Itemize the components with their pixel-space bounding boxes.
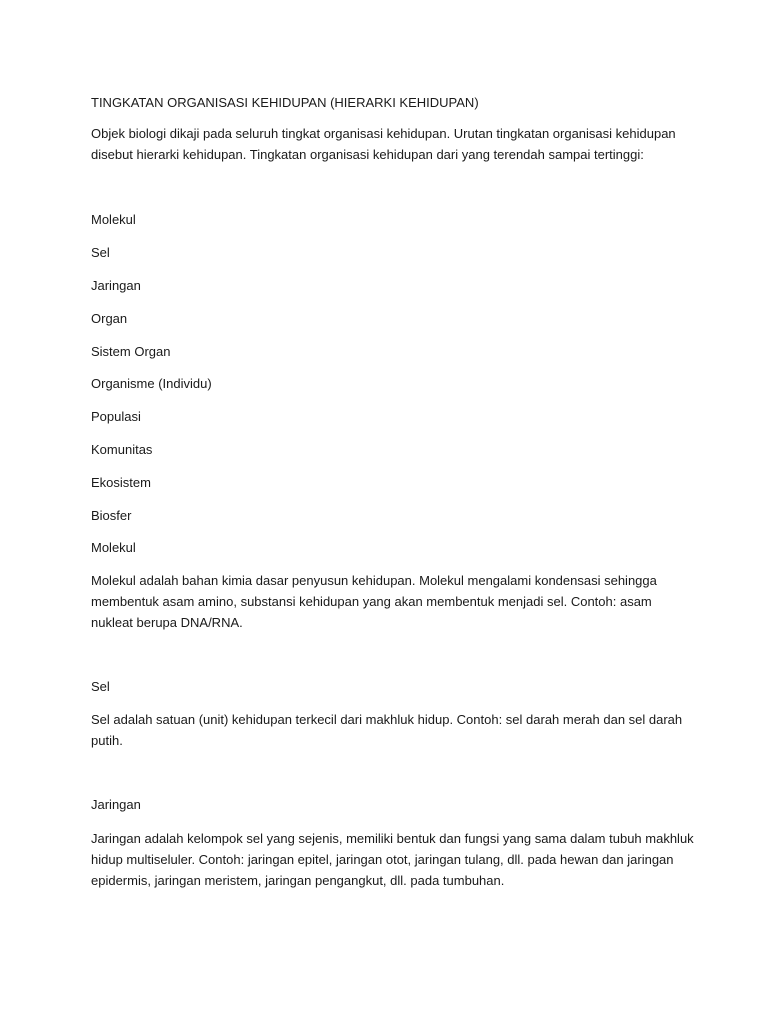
section-line: nukleat berupa DNA/RNA. bbox=[91, 615, 243, 630]
section-line: hidup multiseluler. Contoh: jaringan epitel, jaringan otot, jaringan tulang, dll. pada hewan dan jaringan bbox=[91, 852, 674, 867]
level-item: Ekosistem bbox=[91, 475, 151, 490]
intro-line: Objek biologi dikaji pada seluruh tingkat organisasi kehidupan. Urutan tingkatan organisasi kehidupan bbox=[91, 126, 676, 141]
level-item: Sel bbox=[91, 245, 110, 260]
level-item: Komunitas bbox=[91, 442, 153, 457]
level-item: Organ bbox=[91, 311, 128, 326]
level-item: Organisme (Individu) bbox=[91, 376, 212, 391]
section-line: Jaringan adalah kelompok sel yang sejenis, memiliki bentuk dan fungsi yang sama dalam tubuh makhluk bbox=[91, 831, 694, 846]
section-heading: Jaringan bbox=[91, 797, 141, 812]
section-line: putih. bbox=[91, 733, 123, 748]
page-title: TINGKATAN ORGANISASI KEHIDUPAN (HIERARKI KEHIDUPAN) bbox=[91, 95, 479, 110]
level-item: Populasi bbox=[91, 409, 141, 424]
section-heading: Sel bbox=[91, 679, 110, 694]
level-item: Jaringan bbox=[91, 278, 141, 293]
level-item: Sistem Organ bbox=[91, 344, 171, 359]
section-line: epidermis, jaringan meristem, jaringan pengangkut, dll. pada tumbuhan. bbox=[91, 873, 505, 888]
section-line: Molekul adalah bahan kimia dasar penyusun kehidupan. Molekul mengalami kondensasi sehingga bbox=[91, 573, 657, 588]
level-item: Biosfer bbox=[91, 508, 132, 523]
level-item: Molekul bbox=[91, 212, 136, 227]
section-heading: Molekul bbox=[91, 540, 136, 555]
section-line: membentuk asam amino, substansi kehidupan yang akan membentuk menjadi sel. Contoh: asam bbox=[91, 594, 652, 609]
intro-line: disebut hierarki kehidupan. Tingkatan organisasi kehidupan dari yang terendah sampai tertinggi: bbox=[91, 147, 644, 162]
section-line: Sel adalah satuan (unit) kehidupan terkecil dari makhluk hidup. Contoh: sel darah merah dan sel darah bbox=[91, 712, 683, 727]
